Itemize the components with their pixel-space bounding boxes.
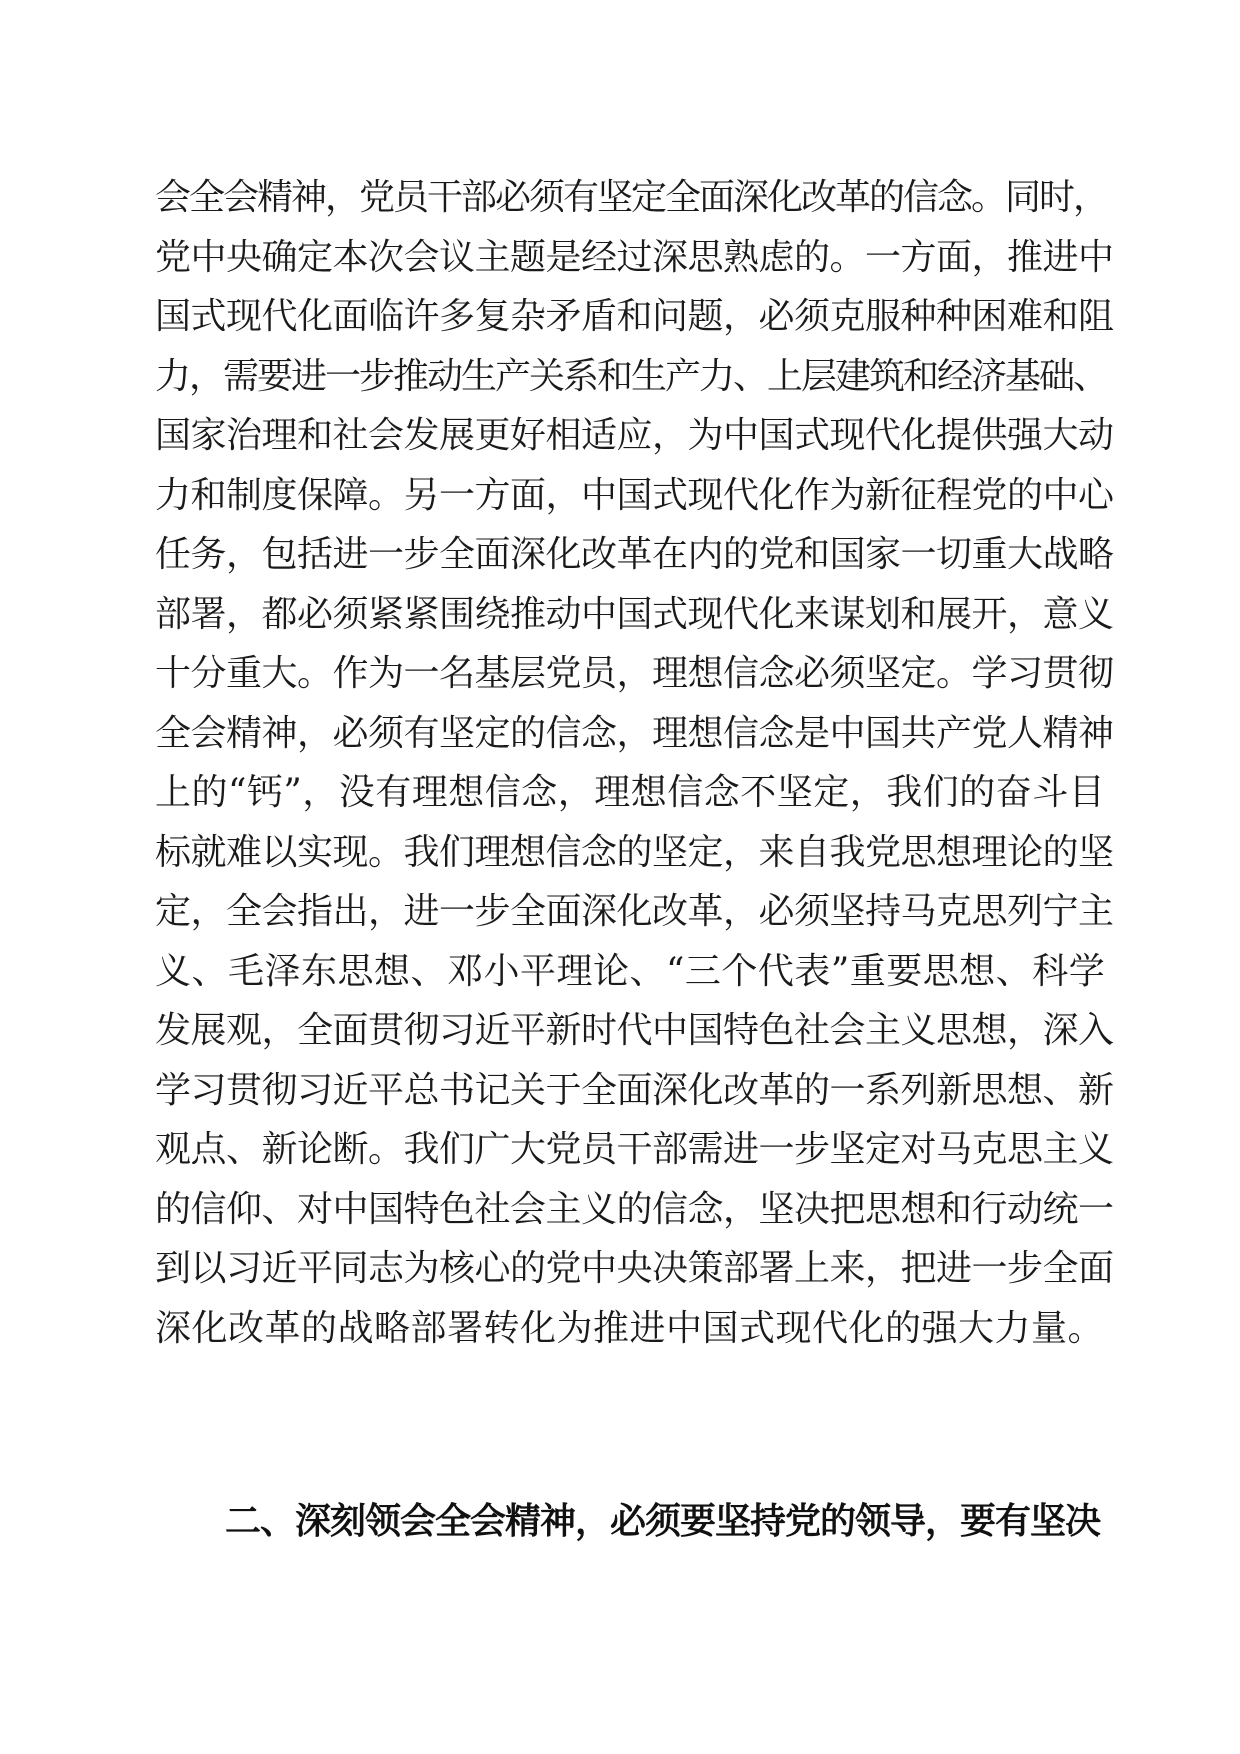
text-line: 国家治理和社会发展更好相适应，为中国式现代化提供强大动 xyxy=(155,415,1114,456)
text-line: 学习贯彻习近平总书记关于全面深化改革的一系列新思想、新 xyxy=(155,1069,1114,1111)
text-line: 党中央确定本次会议主题是经过深思熟虑的。一方面，推进中 xyxy=(155,236,1114,278)
text-line: 发展观，全面贯彻习近平新时代中国特色社会主义思想，深入 xyxy=(155,1010,1114,1051)
text-line: 任务，包括进一步全面深化改革在内的党和国家一切重大战略 xyxy=(155,534,1114,575)
text-line: 上的“钙”，没有理想信念，理想信念不坚定，我们的奋斗目 xyxy=(155,772,1106,813)
text-line: 定，全会指出，进一步全面深化改革，必须坚持马克思列宁主 xyxy=(155,891,1114,932)
text-line: 义、毛泽东思想、邓小平理论、“三个代表”重要思想、科学 xyxy=(155,950,1106,992)
body-paragraph xyxy=(155,168,1115,1358)
text-line: 力和制度保障。另一方面，中国式现代化作为新征程党的中心 xyxy=(155,474,1114,516)
text-line: 国式现代化面临许多复杂矛盾和问题，必须克服种种困难和阻 xyxy=(155,296,1114,337)
text-line: 十分重大。作为一名基层党员，理想信念必须坚定。学习贯彻 xyxy=(155,653,1114,694)
text-line: 到以习近平同志为核心的党中央决策部署上来，把进一步全面 xyxy=(155,1248,1114,1289)
text-line: 标就难以实现。我们理想信念的坚定，来自我党思想理论的坚 xyxy=(155,831,1114,873)
text-line: 观点、新论断。我们广大党员干部需进一步坚定对马克思主义 xyxy=(155,1129,1114,1170)
text-line: 力，需要进一步推动生产关系和生产力、上层建筑和经济基础、 xyxy=(155,355,1108,397)
text-line: 深化改革的战略部署转化为推进中国式现代化的强大力量。 xyxy=(155,1307,1105,1349)
text-line: 全会精神，必须有坚定的信念，理想信念是中国共产党人精神 xyxy=(155,712,1114,754)
text-line: 部署，都必须紧紧围绕推动中国式现代化来谋划和展开，意义 xyxy=(155,593,1114,635)
text-line: 的信仰、对中国特色社会主义的信念，坚决把思想和行动统一 xyxy=(155,1188,1114,1230)
section-heading: 二、深刻领会全会精神，必须要坚持党的领导，要有坚决 xyxy=(225,1500,1101,1542)
text-line: 会全会精神，党员干部必须有坚定全面深化改革的信念。同时， xyxy=(155,177,1108,218)
